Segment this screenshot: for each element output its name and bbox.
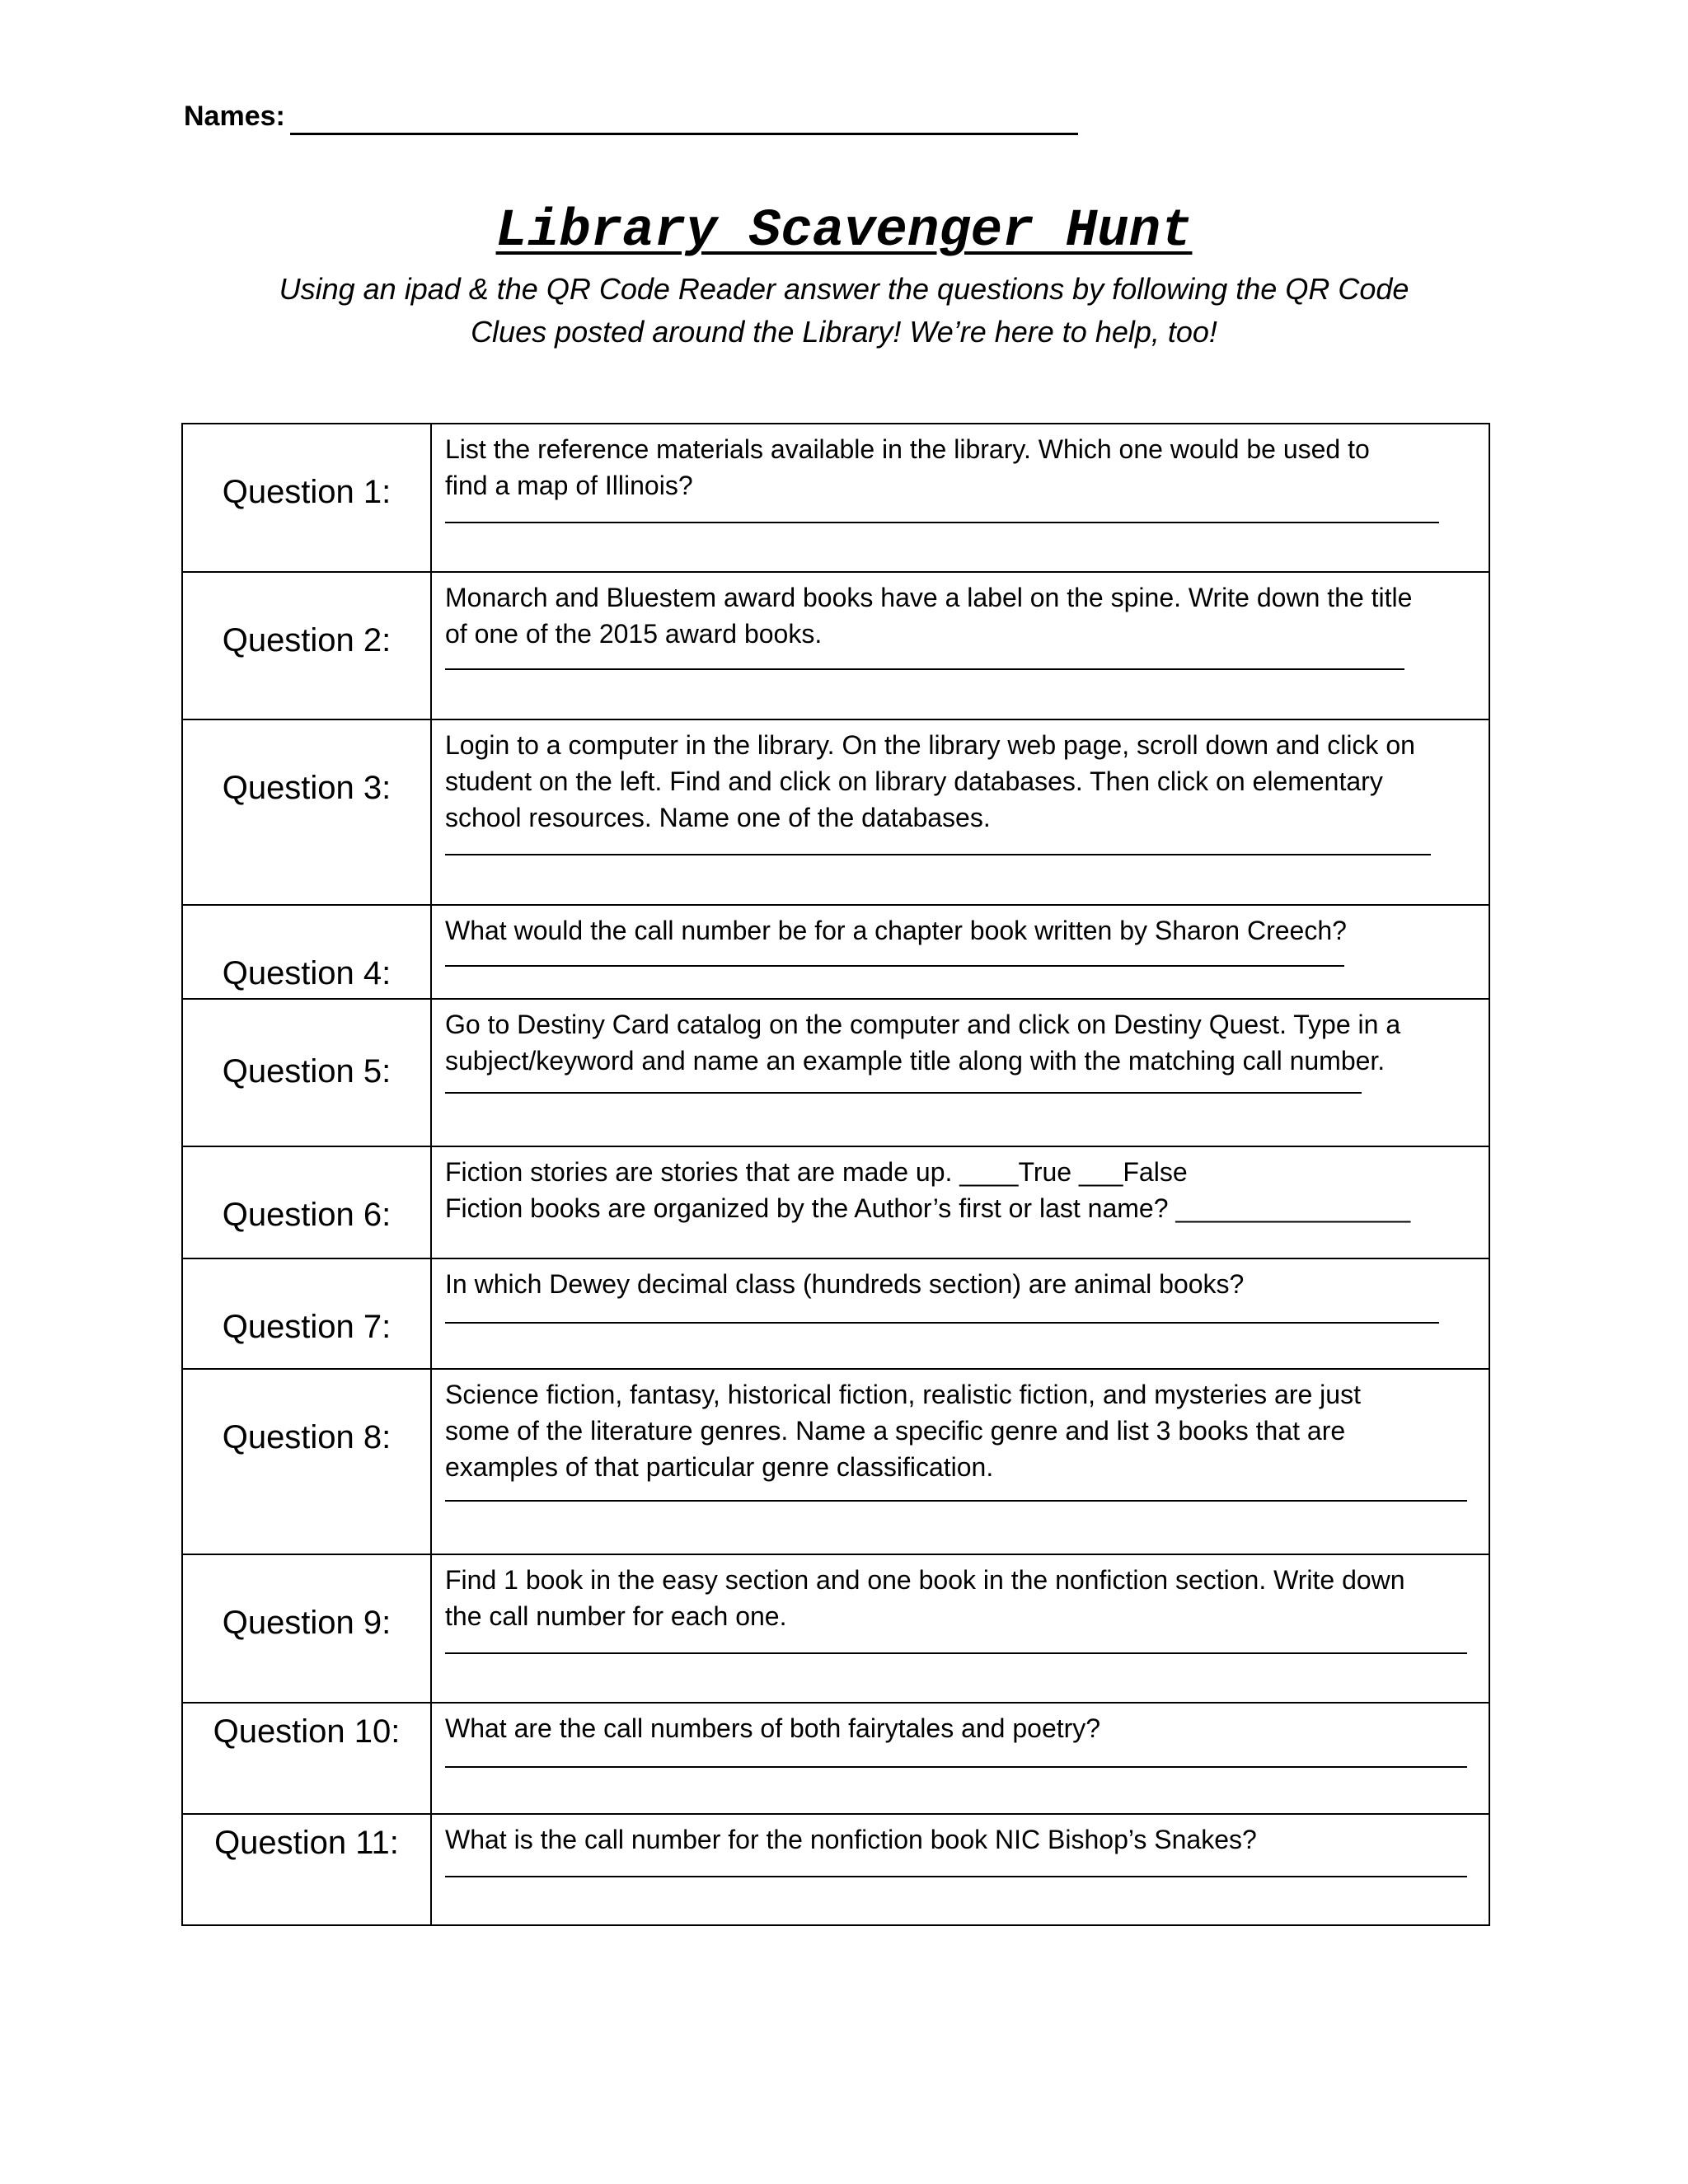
- answer-line[interactable]: [445, 1500, 1467, 1502]
- question-text-line: find a map of Illinois?: [445, 471, 693, 500]
- question-text-cell: [431, 572, 1489, 719]
- question-text-line: examples of that particular genre classification.: [445, 1452, 994, 1482]
- answer-line[interactable]: [445, 1766, 1467, 1768]
- question-label-cell: [182, 719, 431, 905]
- question-label: Question 11:: [214, 1825, 399, 1861]
- answer-line[interactable]: [445, 1876, 1467, 1877]
- question-row: [182, 1814, 1489, 1925]
- question-text-line: subject/keyword and name an example title along with the matching call number.: [445, 1046, 1386, 1076]
- question-label: Question 7:: [222, 1309, 392, 1345]
- answer-line[interactable]: [445, 1092, 1362, 1094]
- question-text-cell: [431, 1703, 1489, 1814]
- question-row: [182, 1554, 1489, 1703]
- question-text-line: What is the call number for the nonfiction book NIC Bishop’s Snakes?: [445, 1825, 1257, 1854]
- question-text-cell: [431, 719, 1489, 905]
- question-row: [182, 905, 1489, 999]
- question-text-line: school resources. Name one of the databases.: [445, 803, 991, 832]
- page-title: Library Scavenger Hunt: [495, 202, 1193, 261]
- question-label: Question 2:: [222, 622, 392, 658]
- question-label-cell: [182, 1554, 431, 1703]
- question-text-cell: [431, 1146, 1489, 1258]
- question-row: [182, 1703, 1489, 1814]
- question-text-line: of one of the 2015 award books.: [445, 619, 823, 649]
- question-row: [182, 572, 1489, 719]
- question-text-line: What are the call numbers of both fairytales and poetry?: [445, 1713, 1101, 1743]
- names-blank-line: [290, 133, 1078, 135]
- question-text-cell: [431, 1369, 1489, 1554]
- question-label-cell: [182, 1703, 431, 1814]
- question-text-line: Fiction books are organized by the Author’s first or last name? ________________: [445, 1193, 1411, 1223]
- question-label-cell: [182, 1258, 431, 1369]
- question-text-line: Monarch and Bluestem award books have a label on the spine. Write down the title: [445, 583, 1413, 612]
- question-label: Question 9:: [222, 1605, 392, 1641]
- question-text-line: some of the literature genres. Name a specific genre and list 3 books that are: [445, 1416, 1346, 1446]
- question-label-cell: [182, 1814, 431, 1925]
- subtitle: [0, 268, 1688, 354]
- subtitle-line-2: Clues posted around the Library! We’re here to help, too!: [471, 315, 1217, 349]
- answer-line[interactable]: [445, 522, 1439, 523]
- question-text-cell: [431, 424, 1489, 572]
- question-row: [182, 1146, 1489, 1258]
- question-text-line: Fiction stories are stories that are made up. ____True ___False: [445, 1157, 1188, 1187]
- question-text-cell: [431, 905, 1489, 999]
- question-text-line: Find 1 book in the easy section and one book in the nonfiction section. Write down: [445, 1565, 1405, 1595]
- question-row: [182, 1258, 1489, 1369]
- questions-table: [181, 423, 1490, 1926]
- question-label: Question 4:: [222, 955, 392, 991]
- question-label: Question 10:: [213, 1713, 401, 1750]
- question-row: [182, 1369, 1489, 1554]
- question-label-cell: [182, 424, 431, 572]
- question-label-cell: [182, 1146, 431, 1258]
- question-label-cell: [182, 999, 431, 1146]
- question-label-cell: [182, 905, 431, 999]
- question-row: [182, 424, 1489, 572]
- question-text-line: student on the left. Find and click on library databases. Then click on elementary: [445, 766, 1383, 796]
- question-label: Question 5:: [222, 1053, 392, 1090]
- question-text-line: Login to a computer in the library. On the library web page, scroll down and click on: [445, 730, 1415, 760]
- names-label: Names:: [184, 101, 285, 132]
- question-text-cell: [431, 1554, 1489, 1703]
- question-text-cell: [431, 999, 1489, 1146]
- answer-line[interactable]: [445, 854, 1431, 855]
- answer-line[interactable]: [445, 668, 1404, 670]
- question-label: Question 1:: [222, 474, 392, 510]
- question-text-cell: [431, 1258, 1489, 1369]
- question-label-cell: [182, 572, 431, 719]
- question-text-line: the call number for each one.: [445, 1601, 787, 1631]
- subtitle-line-1: Using an ipad & the QR Code Reader answer the questions by following the QR Code: [279, 272, 1409, 306]
- question-text-line: What would the call number be for a chapter book written by Sharon Creech?: [445, 916, 1347, 945]
- answer-line[interactable]: [445, 1652, 1467, 1654]
- answer-line[interactable]: [445, 965, 1344, 967]
- question-text-line: Science fiction, fantasy, historical fiction, realistic fiction, and mysteries are just: [445, 1380, 1361, 1409]
- question-row: [182, 999, 1489, 1146]
- question-text-cell: [431, 1814, 1489, 1925]
- question-label: Question 8:: [222, 1419, 392, 1455]
- question-text-line: List the reference materials available in the library. Which one would be used to: [445, 434, 1370, 464]
- question-text-line: In which Dewey decimal class (hundreds section) are animal books?: [445, 1269, 1245, 1299]
- question-label: Question 3:: [222, 770, 392, 806]
- answer-line[interactable]: [445, 1322, 1439, 1324]
- question-text-line: Go to Destiny Card catalog on the computer and click on Destiny Quest. Type in a: [445, 1010, 1401, 1039]
- question-label-cell: [182, 1369, 431, 1554]
- question-row: [182, 719, 1489, 905]
- question-label: Question 6:: [222, 1197, 392, 1233]
